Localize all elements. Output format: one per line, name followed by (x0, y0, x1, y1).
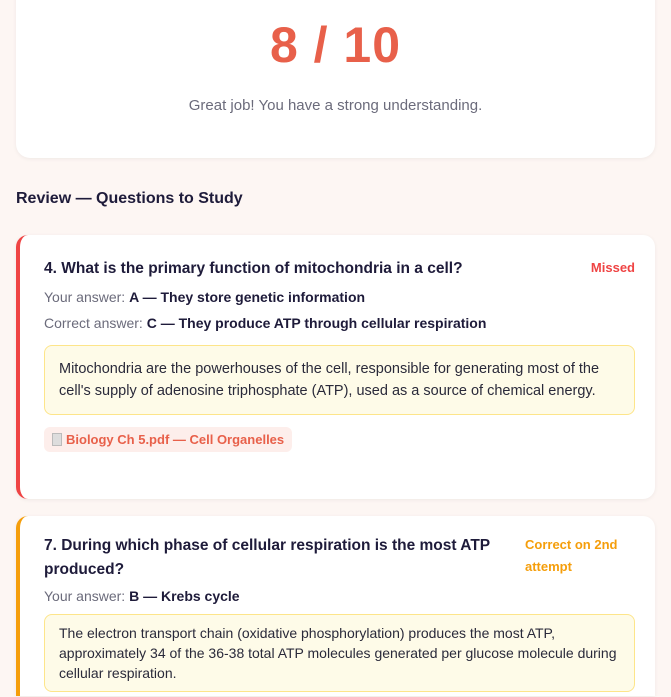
your-answer-value: B — Krebs cycle (129, 588, 240, 604)
correct-answer-label: Correct answer: (44, 315, 143, 331)
document-icon (52, 433, 62, 446)
score-message: Great job! You have a strong understanding. (188, 97, 483, 114)
correct-answer (44, 313, 635, 333)
correct-answer-value: C — They produce ATP through cellular respiration (146, 315, 487, 331)
your-answer-label: Your answer: (44, 289, 126, 305)
status-badge: Correct on 2nd attempt (525, 537, 618, 574)
source-link[interactable] (44, 427, 292, 452)
explanation: The electron transport chain (oxidative phosphorylation) produces the most ATP, approximately 34 of the 36-38 total ATP molecules generated per glucose molecule during cellular respiration. (44, 614, 635, 692)
your-answer-value: A — They store genetic information (129, 289, 366, 305)
question-text: 4. What is the primary function of mitochondria in a cell? (44, 260, 463, 277)
explanation: Mitochondria are the powerhouses of the cell, responsible for generating most of the cell's supply of adenosine triphosphate (ATP), used as a source of chemical energy. (44, 345, 635, 415)
review-card (16, 235, 655, 499)
your-answer-label: Your answer: (44, 588, 126, 604)
score-card (16, 0, 655, 158)
review-card (16, 516, 655, 696)
score: 8 / 10 (269, 17, 402, 73)
question-text: 7. During which phase of cellular respiration is the most ATP produced? (44, 537, 490, 578)
your-answer (44, 586, 635, 606)
source-label: Biology Ch 5.pdf — Cell Organelles (66, 432, 285, 447)
your-answer (44, 287, 635, 307)
review-heading: Review — Questions to Study (16, 190, 243, 207)
status-badge: Missed (590, 260, 635, 275)
